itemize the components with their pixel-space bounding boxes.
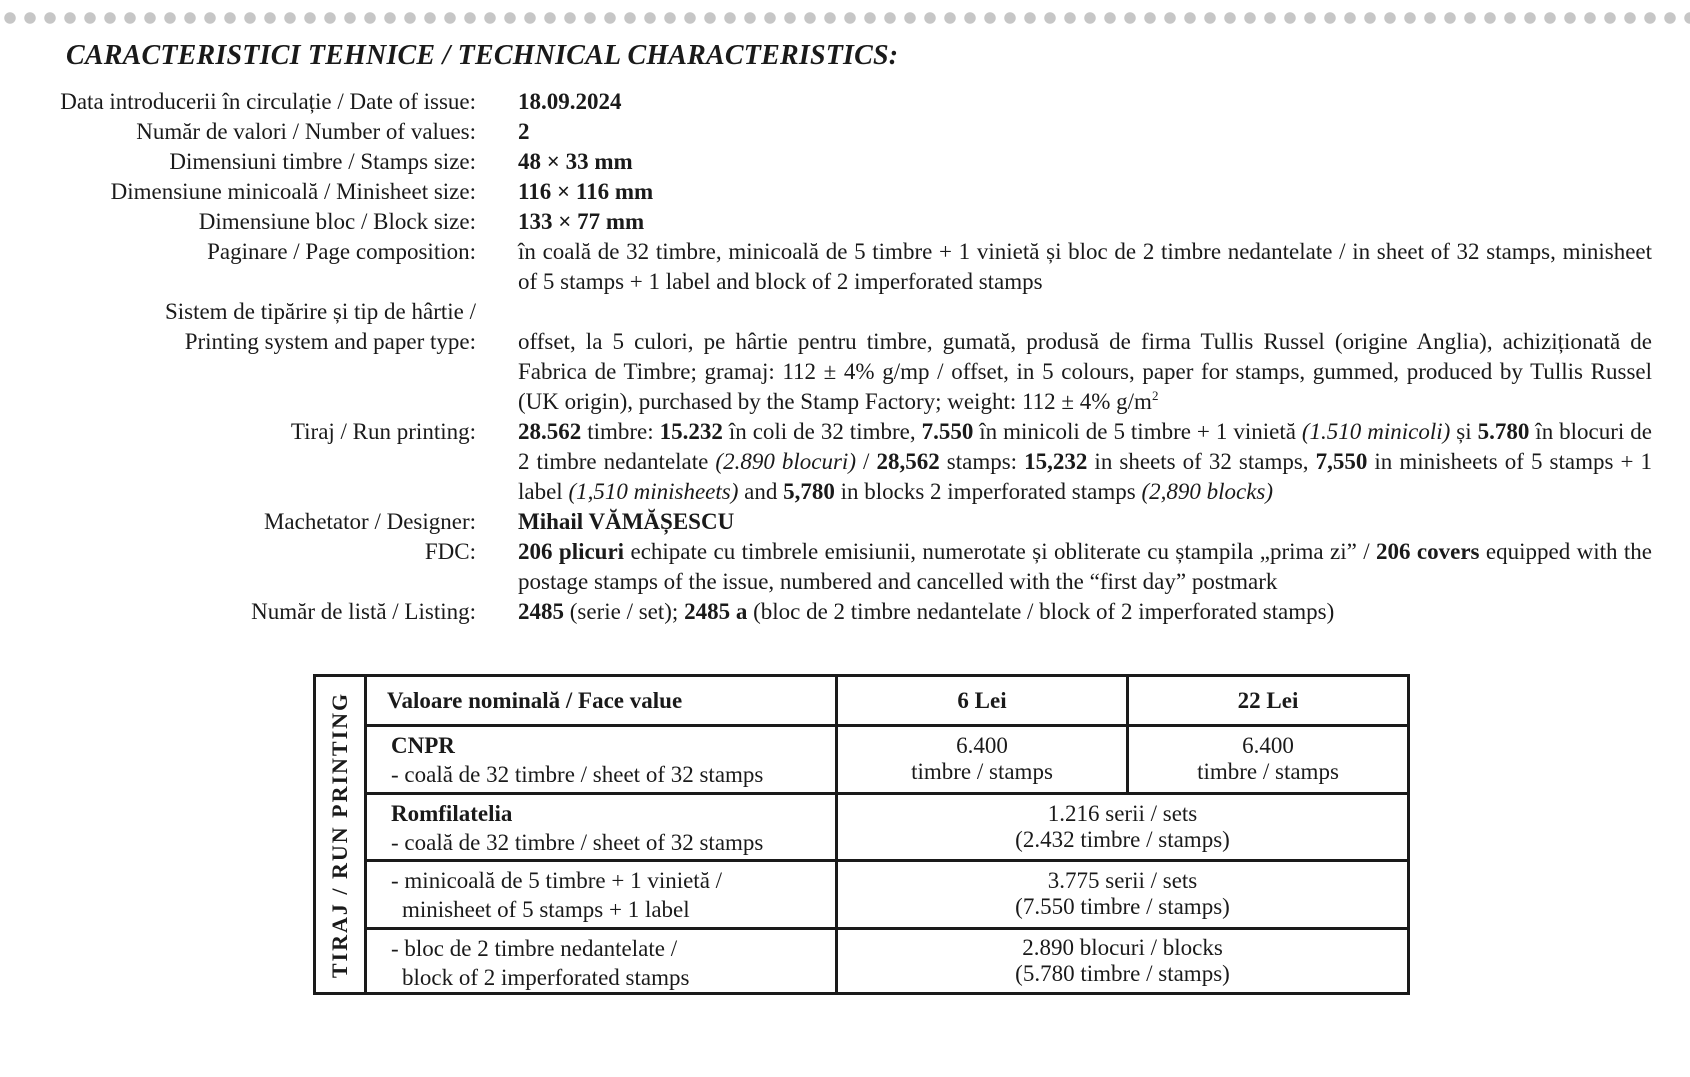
- run-figure: 15,232: [1024, 449, 1088, 474]
- table-row-minisheet: [367, 862, 1407, 929]
- listing-number: 2485 a: [684, 599, 748, 624]
- run-figure: 28,562: [876, 449, 940, 474]
- run-text: /: [855, 449, 877, 474]
- spec-label: Dimensiuni timbre / Stamps size:: [169, 149, 476, 174]
- spec-row-listing: [40, 597, 1652, 627]
- listing-number: 2485: [518, 599, 564, 624]
- spec-row-printing-label-top: [40, 297, 1652, 327]
- fdc-text: equipped with the postage stamps of the issue, numbered and cancelled with the “first day” postmark: [518, 539, 1652, 594]
- row-desc: block of 2 imperforated stamps: [402, 964, 690, 990]
- fdc-count: 206 plicuri: [518, 539, 625, 564]
- run-text: timbre:: [581, 419, 660, 444]
- spec-label: Paginare / Page composition:: [207, 239, 476, 264]
- cell-line: timbre / stamps: [1197, 759, 1339, 785]
- run-text: în blocuri de 2 timbre nedantelate: [518, 419, 1652, 474]
- spec-value: [518, 537, 1652, 597]
- cell-line: 6.400: [956, 733, 1008, 759]
- spec-row-printing: [40, 327, 1652, 417]
- spec-value: 48 × 33 mm: [518, 149, 633, 174]
- run-text: și: [1450, 419, 1478, 444]
- cell-line: 6.400: [1242, 733, 1294, 759]
- run-figure: 7.550: [921, 419, 974, 444]
- header-22-lei: 22 Lei: [1237, 687, 1299, 713]
- spec-label: Data introducerii în circulație / Date of issue:: [60, 89, 476, 114]
- header-face-value: Valoare nominală / Face value: [367, 677, 838, 724]
- run-text: in blocks 2 imperforated stamps: [834, 479, 1142, 504]
- spec-row-block-size: [40, 207, 1652, 237]
- run-text: in minisheets of 5 stamps + 1 label: [518, 449, 1652, 504]
- cell-line: timbre / stamps: [911, 759, 1053, 785]
- table-row-block: [367, 930, 1407, 993]
- run-text: stamps:: [939, 449, 1025, 474]
- cell-line: 2.890 blocuri / blocks: [1022, 934, 1223, 960]
- spec-value: Mihail VĂMĂȘESCU: [518, 509, 735, 534]
- spec-row-number: [40, 117, 1652, 147]
- cell-line: (2.432 timbre / stamps): [1015, 826, 1230, 852]
- run-printing-table: [313, 674, 1410, 995]
- run-figure: 5.780: [1477, 419, 1530, 444]
- cell-line: 1.216 serii / sets: [1047, 800, 1198, 826]
- spec-row-page-composition: [40, 237, 1652, 297]
- spec-label: Număr de listă / Listing:: [251, 599, 476, 624]
- cell-line: (7.550 timbre / stamps): [1015, 894, 1230, 920]
- spec-row-minisheet-size: [40, 177, 1652, 207]
- spec-value: în coală de 32 timbre, minicoală de 5 timbre + 1 vinietă și bloc de 2 timbre nedantelate / in sheet of 32 stamps, minisheet of 5 stamps + 1 label and block of 2 imperforated stamps: [518, 239, 1652, 294]
- fdc-text: echipate cu timbrele emisiunii, numerotate și obliterate cu ștampila „prima zi” /: [624, 539, 1376, 564]
- spec-value: [518, 327, 1652, 417]
- run-text: and: [738, 479, 784, 504]
- spec-value: 18.09.2024: [518, 89, 622, 114]
- row-description: [367, 795, 838, 859]
- table-row-cnpr: [367, 727, 1407, 794]
- run-note: (1,510 minisheets): [568, 479, 739, 504]
- table-side-label: [316, 677, 367, 992]
- table-grid: [367, 677, 1407, 992]
- run-figure: 5,780: [783, 479, 835, 504]
- spec-value: [518, 417, 1652, 507]
- spec-label: FDC:: [424, 539, 476, 564]
- run-figure: 7,550: [1315, 449, 1368, 474]
- spec-row-designer: [40, 507, 1652, 537]
- spec-value: [518, 597, 1652, 627]
- row-description: [367, 862, 838, 926]
- side-label-text: TIRAJ / RUN PRINTING: [327, 691, 352, 978]
- run-text: în coli de 32 timbre,: [722, 419, 922, 444]
- cell-22-lei: [1129, 727, 1407, 791]
- cell-merged: [838, 795, 1407, 859]
- perforation-border: [0, 10, 1690, 26]
- spec-row-date: [40, 87, 1652, 117]
- spec-row-fdc: [40, 537, 1652, 597]
- row-desc: minisheet of 5 stamps + 1 label: [402, 897, 690, 923]
- run-figure: 28.562: [518, 419, 582, 444]
- spec-row-run: [40, 417, 1652, 507]
- cell-line: 3.775 serii / sets: [1047, 868, 1198, 894]
- run-figure: 15.232: [659, 419, 723, 444]
- spec-value: 116 × 116 mm: [518, 179, 654, 204]
- cell-merged: [838, 862, 1407, 926]
- row-title: Romfilatelia: [391, 800, 513, 826]
- row-description: [367, 727, 838, 791]
- spec-label: Tiraj / Run printing:: [290, 419, 476, 444]
- row-desc: - coală de 32 timbre / sheet of 32 stamps: [391, 762, 764, 788]
- run-text: în minicoli de 5 timbre + 1 vinietă: [973, 419, 1302, 444]
- run-note: (2,890 blocks): [1141, 479, 1274, 504]
- spec-label: Sistem de tipărire și tip de hârtie /: [164, 299, 476, 324]
- row-title: CNPR: [391, 733, 455, 759]
- row-desc: - coală de 32 timbre / sheet of 32 stamps: [391, 829, 764, 855]
- row-description: [367, 930, 838, 993]
- spec-label: Număr de valori / Number of values:: [136, 119, 476, 144]
- spec-row-stamps-size: [40, 147, 1652, 177]
- table-header-row: [367, 677, 1407, 727]
- header-6-lei: 6 Lei: [838, 677, 1129, 724]
- listing-text: (bloc de 2 timbre nedantelate / block of 2 imperforated stamps): [747, 599, 1335, 624]
- printing-text: offset, la 5 culori, pe hârtie pentru timbre, gumată, produsă de firma Tullis Russel (origine Anglia), achiziționată de Fabrica de Timbre; gramaj: 112 ± 4% g/mp / offset, in 5 colours, paper for stamps, gummed, produced by Tullis Russel (UK origin), purchased by the Stamp Factory; weight: 112 ± 4% g/m: [518, 329, 1652, 414]
- cell-merged: [838, 930, 1407, 993]
- cell-line: (5.780 timbre / stamps): [1015, 960, 1230, 986]
- spec-label: Dimensiune minicoală / Minisheet size:: [110, 179, 476, 204]
- fdc-count: 206 covers: [1376, 539, 1480, 564]
- table-row-romfilatelia: [367, 795, 1407, 862]
- run-text: in sheets of 32 stamps,: [1087, 449, 1316, 474]
- spec-label: Machetator / Designer:: [263, 509, 476, 534]
- run-note: (2.890 blocuri): [715, 449, 856, 474]
- specs-list: [40, 87, 1652, 627]
- superscript: 2: [1151, 388, 1159, 403]
- cell-6-lei: [838, 727, 1129, 791]
- row-desc: - bloc de 2 timbre nedantelate /: [391, 935, 678, 961]
- page-title: CARACTERISTICI TEHNICE / TECHNICAL CHARACTERISTICS:: [66, 40, 899, 71]
- listing-text: (serie / set);: [564, 599, 685, 624]
- spec-value: 133 × 77 mm: [518, 209, 645, 234]
- run-note: (1.510 minicoli): [1301, 419, 1451, 444]
- spec-label: Printing system and paper type:: [184, 329, 476, 354]
- spec-label: Dimensiune bloc / Block size:: [198, 209, 476, 234]
- row-desc: - minicoală de 5 timbre + 1 vinietă /: [391, 868, 723, 894]
- spec-value: 2: [518, 119, 530, 144]
